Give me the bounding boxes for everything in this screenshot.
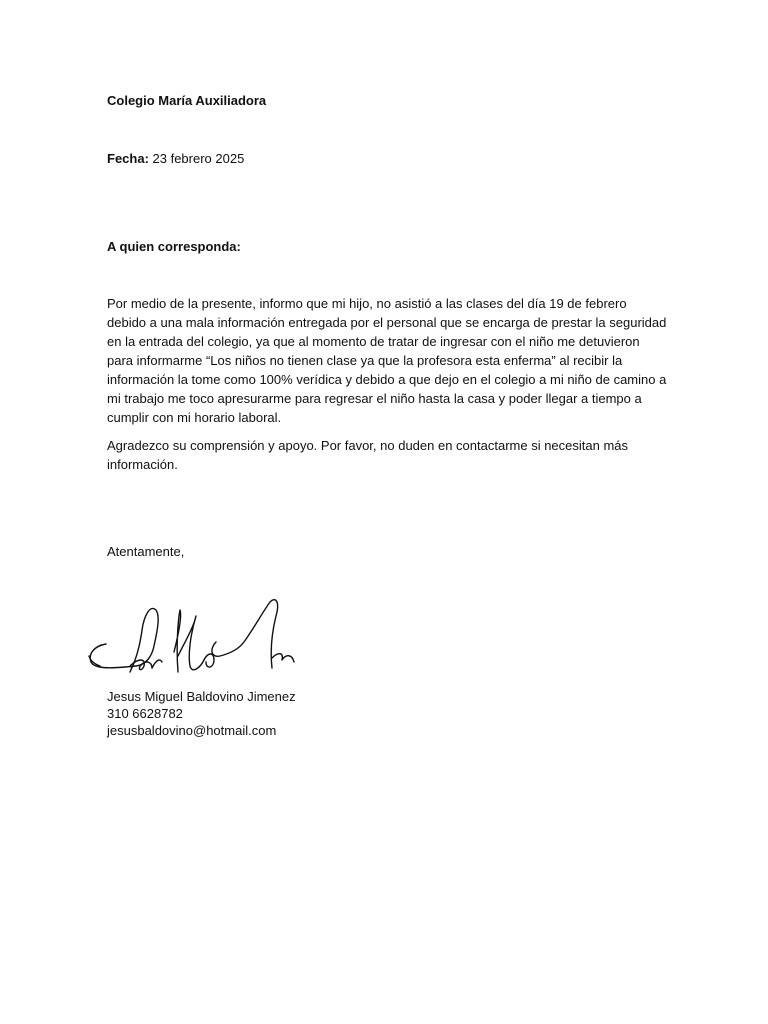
signer-name: Jesus Miguel Baldovino Jimenez [107, 689, 296, 704]
date-value: 23 febrero 2025 [148, 151, 245, 166]
signature-image [86, 596, 298, 686]
date-line [107, 149, 667, 168]
school-name: Colegio María Auxiliadora [107, 93, 267, 108]
closing: Atentamente, [107, 544, 185, 559]
body-paragraph-1: Por medio de la presente, informo que mi hijo, no asistió a las clases del día 19 de febrero debido a una mala información entregada por el personal que se encarga de prestar la seguridad en la entrada del colegio, ya que al momento de tratar de ingresar con el niño me detuvieron para informarme “Los niños no tienen clase ya que la profesora esta enferma” al recibir la información la tome como 100% verídica y debido a que dejo en el colegio a mi niño de camino a mi trabajo me toco apresurarme para regresar el niño hasta la casa y poder llegar a tiempo a cumplir con mi horario laboral. [107, 296, 667, 425]
greeting: A quien corresponda: [107, 239, 241, 254]
signer-contact [107, 688, 296, 739]
signer-phone: 310 6628782 [107, 706, 183, 721]
body-paragraph-2: Agradezco su comprensión y apoyo. Por favor, no duden en contactarme si necesitan más información. [107, 438, 629, 472]
signer-email: jesusbaldovino@hotmail.com [107, 723, 277, 738]
date-label: Fecha: [107, 151, 149, 166]
